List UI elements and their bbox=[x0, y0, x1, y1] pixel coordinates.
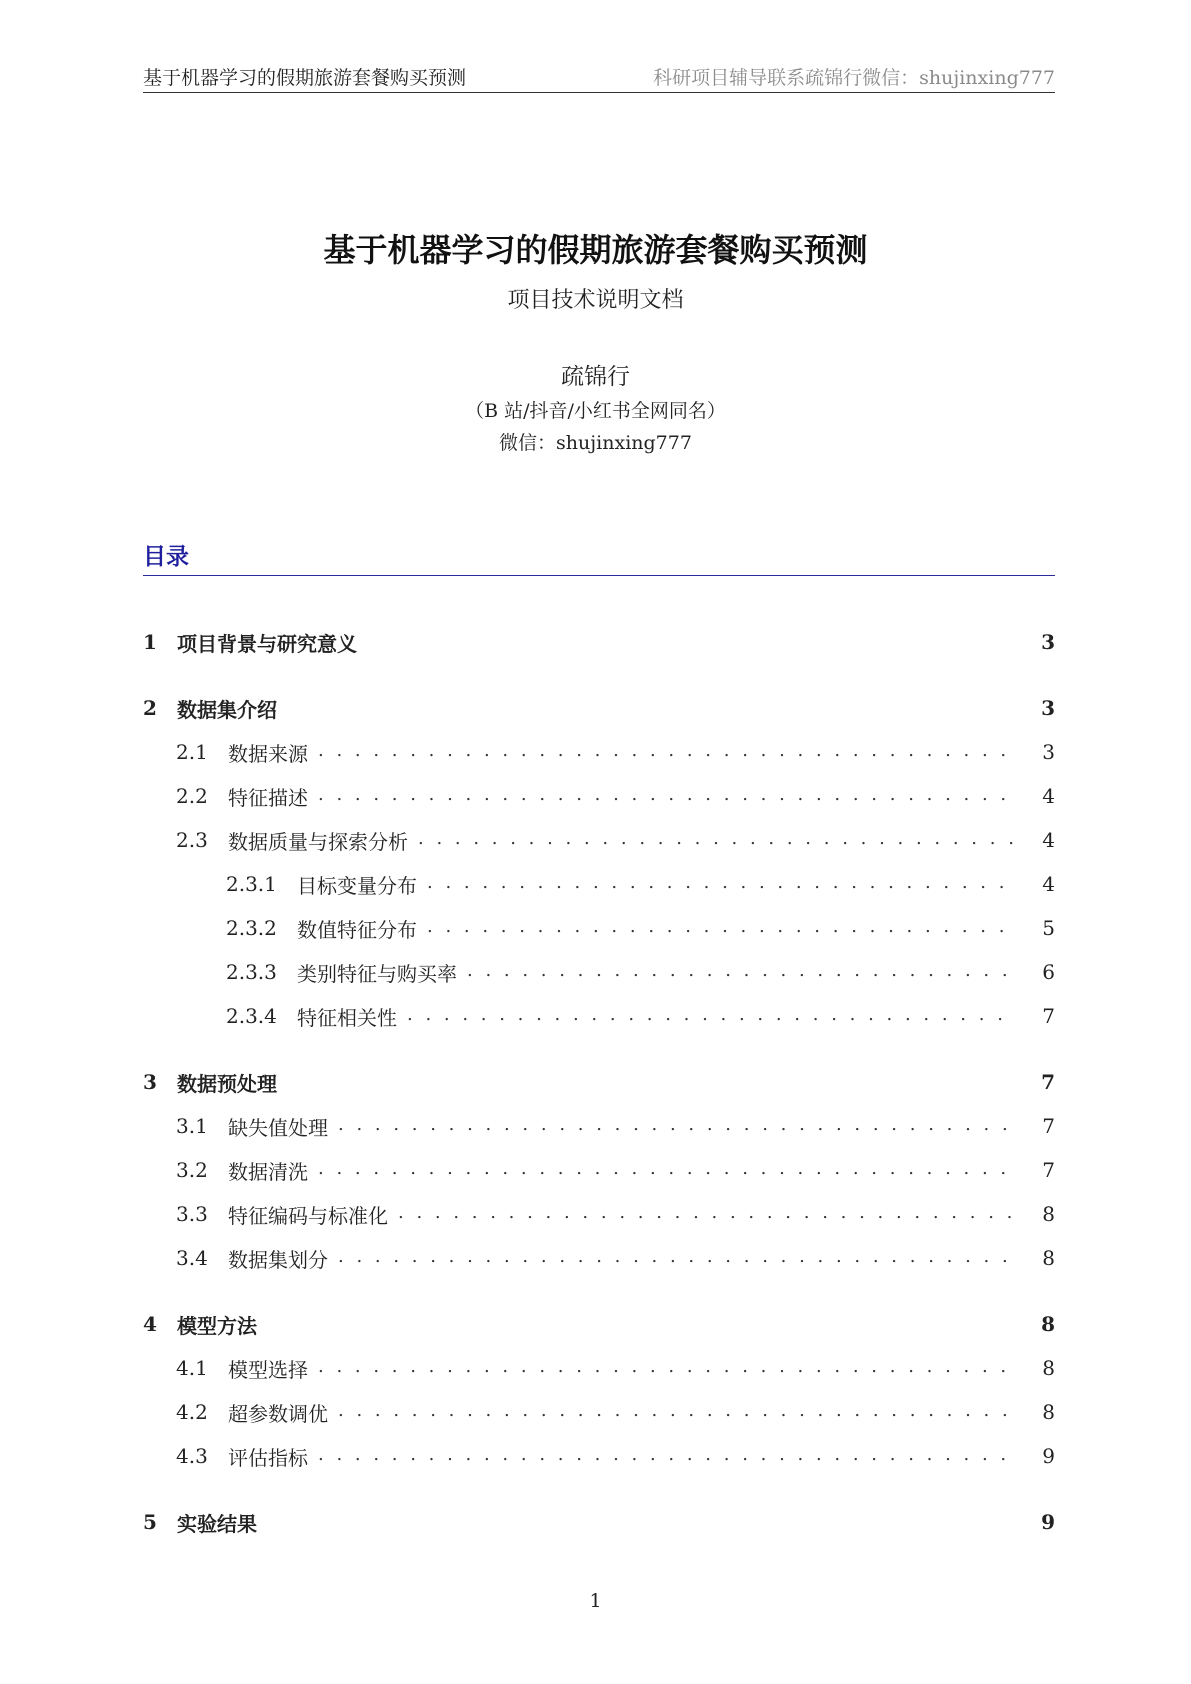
toc-entry-page: 7 bbox=[1042, 1004, 1055, 1028]
toc-entry-number: 4 bbox=[143, 1312, 157, 1336]
toc-entry-title: 数值特征分布 bbox=[297, 914, 427, 943]
toc-entry-section-2[interactable] bbox=[143, 686, 1055, 730]
toc-entry-title: 类别特征与购买率 bbox=[297, 958, 467, 987]
toc-heading bbox=[143, 541, 1055, 576]
toc-entry-page: 8 bbox=[1042, 1246, 1055, 1270]
toc-entry-page: 8 bbox=[1041, 1312, 1055, 1336]
toc-entry-number: 3.4 bbox=[176, 1246, 208, 1270]
header-contact: 科研项目辅导联系疏锦行微信：shujinxing777 bbox=[653, 67, 1055, 89]
author-wechat: 微信：shujinxing777 bbox=[499, 432, 692, 454]
toc-entry-page: 7 bbox=[1042, 1158, 1055, 1182]
toc-entry-number: 2.2 bbox=[176, 784, 208, 808]
toc-entry-title: 模型方法 bbox=[177, 1310, 267, 1339]
toc-entry-number: 3 bbox=[143, 1070, 157, 1094]
table-of-contents bbox=[143, 620, 1055, 1544]
toc-dot-leader bbox=[318, 741, 1015, 763]
toc-entry-3-3[interactable] bbox=[143, 1192, 1055, 1236]
toc-entry-page: 8 bbox=[1042, 1356, 1055, 1380]
toc-entry-number: 2.3.4 bbox=[226, 1004, 277, 1028]
toc-dot-leader bbox=[398, 1203, 1015, 1225]
toc-entry-number: 3.3 bbox=[176, 1202, 208, 1226]
toc-dot-leader bbox=[338, 1115, 1015, 1137]
toc-entry-title: 特征相关性 bbox=[297, 1002, 407, 1031]
toc-entry-number: 3.1 bbox=[176, 1114, 208, 1138]
toc-entry-title: 数据清洗 bbox=[228, 1156, 318, 1185]
toc-dot-leader bbox=[318, 1445, 1015, 1467]
toc-entry-3-1[interactable] bbox=[143, 1104, 1055, 1148]
toc-entry-3-4[interactable] bbox=[143, 1236, 1055, 1280]
toc-entry-number: 4.2 bbox=[176, 1400, 208, 1424]
toc-entry-2-3-4[interactable] bbox=[143, 994, 1055, 1038]
toc-dot-leader bbox=[318, 785, 1015, 807]
toc-entry-4-1[interactable] bbox=[143, 1346, 1055, 1390]
author-note: （B 站/抖音/小红书全网同名） bbox=[465, 400, 726, 422]
toc-entry-number: 2 bbox=[143, 696, 157, 720]
toc-entry-title: 目标变量分布 bbox=[297, 870, 427, 899]
toc-entry-2-3-2[interactable] bbox=[143, 906, 1055, 950]
toc-entry-title: 数据来源 bbox=[228, 738, 318, 767]
toc-entry-page: 8 bbox=[1042, 1400, 1055, 1424]
toc-entry-section-4[interactable] bbox=[143, 1302, 1055, 1346]
toc-entry-2-2[interactable] bbox=[143, 774, 1055, 818]
toc-entry-2-3[interactable] bbox=[143, 818, 1055, 862]
toc-entry-page: 3 bbox=[1042, 740, 1055, 764]
page-number: 1 bbox=[589, 1590, 602, 1612]
toc-entry-page: 5 bbox=[1042, 916, 1055, 940]
toc-entry-title: 特征编码与标准化 bbox=[228, 1200, 398, 1229]
author-name: 疏锦行 bbox=[561, 364, 630, 390]
toc-entry-number: 2.3.2 bbox=[226, 916, 277, 940]
toc-entry-page: 4 bbox=[1042, 872, 1055, 896]
toc-dot-leader bbox=[427, 917, 1015, 939]
document-subtitle: 项目技术说明文档 bbox=[507, 288, 684, 313]
header-doc-title: 基于机器学习的假期旅游套餐购买预测 bbox=[143, 67, 467, 89]
toc-entry-title: 数据质量与探索分析 bbox=[228, 826, 418, 855]
toc-entry-number: 3.2 bbox=[176, 1158, 208, 1182]
toc-entry-4-2[interactable] bbox=[143, 1390, 1055, 1434]
toc-entry-3-2[interactable] bbox=[143, 1148, 1055, 1192]
toc-dot-leader bbox=[338, 1247, 1015, 1269]
toc-entry-number: 2.3 bbox=[176, 828, 208, 852]
toc-entry-number: 4.1 bbox=[176, 1356, 208, 1380]
document-title: 基于机器学习的假期旅游套餐购买预测 bbox=[323, 231, 868, 269]
toc-entry-section-5[interactable] bbox=[143, 1500, 1055, 1544]
toc-entry-2-3-3[interactable] bbox=[143, 950, 1055, 994]
toc-entry-number: 4.3 bbox=[176, 1444, 208, 1468]
toc-entry-page: 3 bbox=[1041, 630, 1055, 654]
toc-entry-number: 2.3.3 bbox=[226, 960, 277, 984]
toc-entry-page: 8 bbox=[1042, 1202, 1055, 1226]
toc-entry-page: 4 bbox=[1042, 784, 1055, 808]
toc-entry-title: 数据集划分 bbox=[228, 1244, 338, 1273]
title-block bbox=[0, 228, 1191, 456]
toc-dot-leader bbox=[418, 829, 1015, 851]
toc-entry-title: 评估指标 bbox=[228, 1442, 318, 1471]
toc-entry-page: 9 bbox=[1042, 1444, 1055, 1468]
toc-entry-section-1[interactable] bbox=[143, 620, 1055, 664]
toc-dot-leader bbox=[318, 1357, 1015, 1379]
toc-entry-number: 1 bbox=[143, 630, 157, 654]
toc-entry-page: 7 bbox=[1042, 1114, 1055, 1138]
toc-entry-2-3-1[interactable] bbox=[143, 862, 1055, 906]
toc-entry-page: 9 bbox=[1041, 1510, 1055, 1534]
toc-entry-title: 特征描述 bbox=[228, 782, 318, 811]
toc-entry-section-3[interactable] bbox=[143, 1060, 1055, 1104]
toc-entry-number: 2.1 bbox=[176, 740, 208, 764]
toc-entry-title: 数据预处理 bbox=[177, 1068, 287, 1097]
toc-entry-title: 超参数调优 bbox=[228, 1398, 338, 1427]
toc-dot-leader bbox=[407, 1005, 1015, 1027]
toc-entry-title: 实验结果 bbox=[177, 1508, 267, 1537]
toc-entry-4-3[interactable] bbox=[143, 1434, 1055, 1478]
toc-entry-title: 模型选择 bbox=[228, 1354, 318, 1383]
toc-entry-title: 项目背景与研究意义 bbox=[177, 628, 367, 657]
toc-entry-page: 3 bbox=[1041, 696, 1055, 720]
toc-entry-title: 缺失值处理 bbox=[228, 1112, 338, 1141]
toc-entry-title: 数据集介绍 bbox=[177, 694, 287, 723]
toc-entry-2-1[interactable] bbox=[143, 730, 1055, 774]
toc-dot-leader bbox=[427, 873, 1015, 895]
toc-entry-page: 4 bbox=[1042, 828, 1055, 852]
toc-entry-page: 7 bbox=[1041, 1070, 1055, 1094]
toc-dot-leader bbox=[467, 961, 1015, 983]
toc-heading-label: 目录 bbox=[143, 543, 189, 570]
toc-entry-number: 5 bbox=[143, 1510, 157, 1534]
toc-entry-number: 2.3.1 bbox=[226, 872, 277, 896]
toc-dot-leader bbox=[338, 1401, 1015, 1423]
running-header bbox=[143, 66, 1055, 93]
toc-dot-leader bbox=[318, 1159, 1015, 1181]
toc-entry-page: 6 bbox=[1042, 960, 1055, 984]
